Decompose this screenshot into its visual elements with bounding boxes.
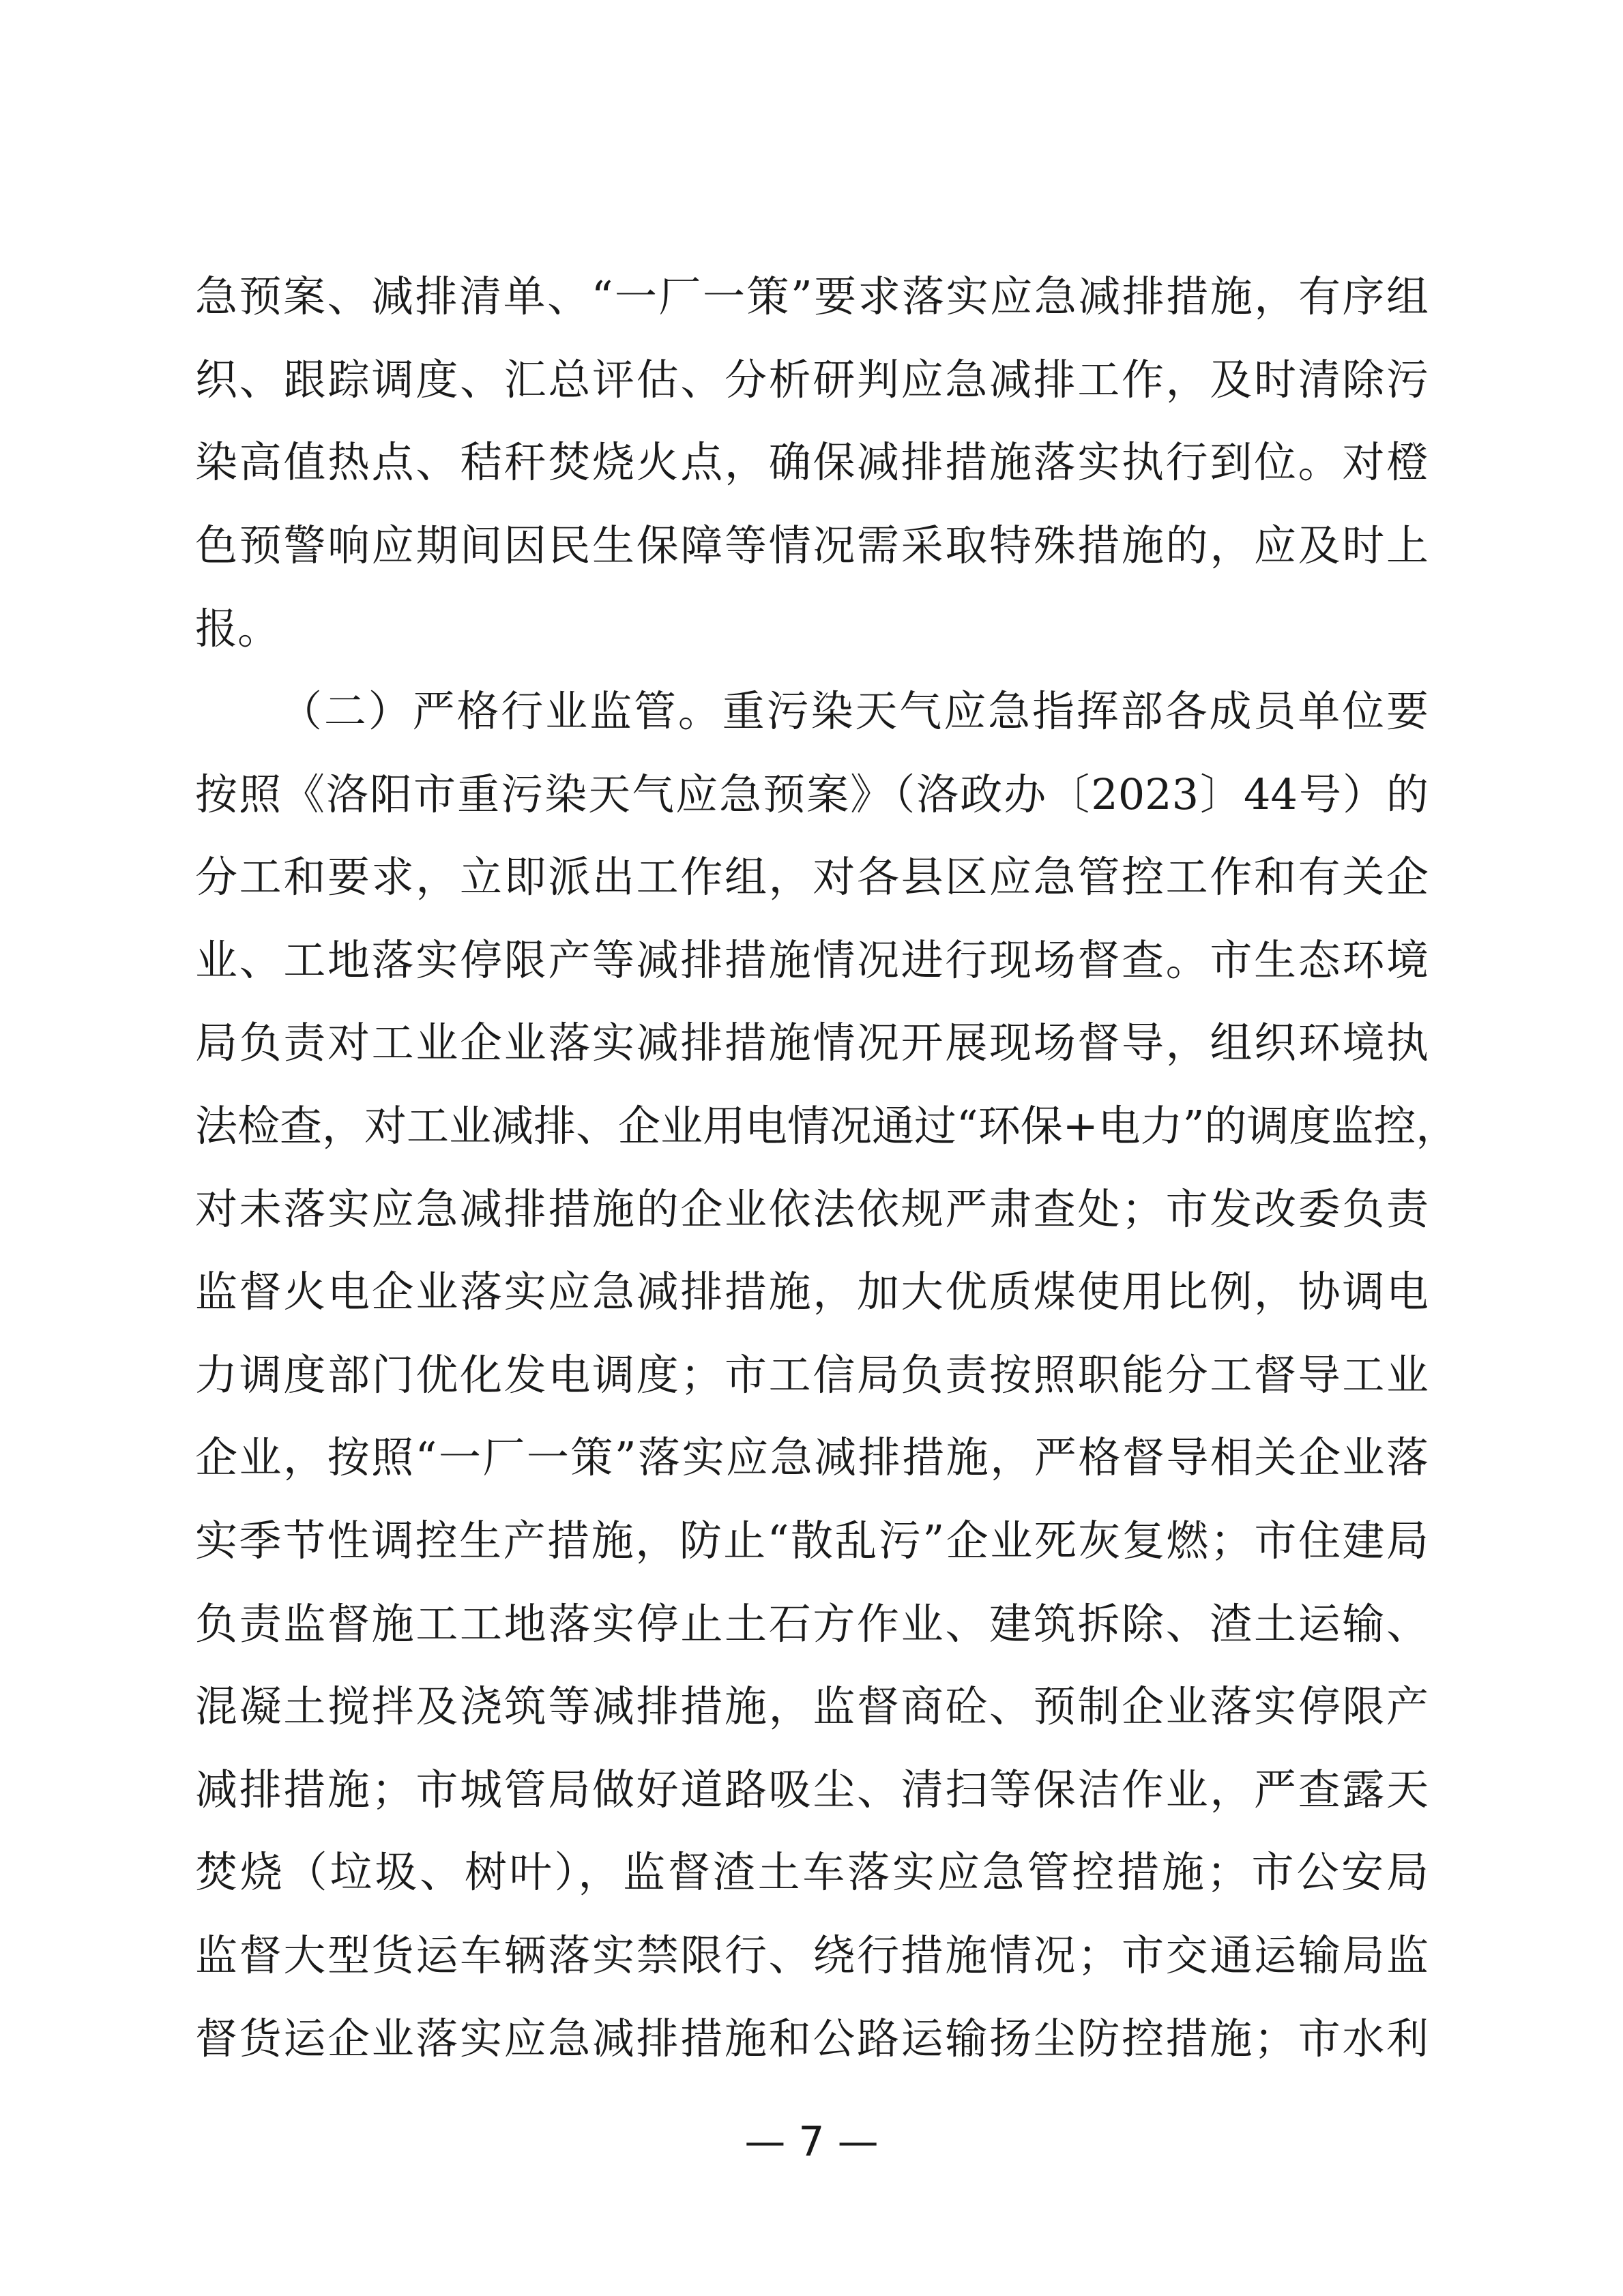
body-line-3: 染高值热点、秸秆焚烧火点，确保减排措施落实执行到位。对橙 xyxy=(195,437,1429,487)
body-line-20: 焚烧（垃圾、树叶），监督渣土车落实应急管控措施；市公安局 xyxy=(195,1847,1429,1897)
body-line-5: 报。 xyxy=(195,604,280,653)
body-line-1: 急预案、减排清单、“一厂一策”要求落实应急减排措施，有序组 xyxy=(195,271,1429,321)
page-number: — 7 — xyxy=(744,2118,879,2166)
body-line-22: 督货运企业落实应急减排措施和公路运输扬尘防控措施；市水利 xyxy=(195,2014,1429,2063)
body-line-18: 混凝土搅拌及浇筑等减排措施，监督商砼、预制企业落实停限产 xyxy=(195,1681,1429,1731)
body-line-10: 局负责对工业企业落实减排措施情况开展现场督导，组织环境执 xyxy=(195,1018,1429,1068)
body-line-7: 按照《洛阳市重污染天气应急预案》（洛政办〔2023〕44号）的 xyxy=(195,769,1429,819)
body-line-11: 法检查，对工业减排、企业用电情况通过“环保+电力”的调度监控， xyxy=(195,1101,1459,1151)
body-line-21: 监督大型货运车辆落实禁限行、绕行措施情况；市交通运输局监 xyxy=(195,1930,1429,1980)
body-line-12: 对未落实应急减排措施的企业依法依规严肃查处；市发改委负责 xyxy=(195,1184,1429,1234)
body-line-9: 业、工地落实停限产等减排措施情况进行现场督查。市生态环境 xyxy=(195,935,1429,985)
body-line-2: 织、跟踪调度、汇总评估、分析研判应急减排工作，及时清除污 xyxy=(195,355,1429,404)
body-line-16: 实季节性调控生产措施，防止“散乱污”企业死灰复燃；市住建局 xyxy=(195,1516,1429,1565)
body-line-17: 负责监督施工工地落实停止土石方作业、建筑拆除、渣土运输、 xyxy=(195,1599,1429,1649)
body-line-15: 企业，按照“一厂一策”落实应急减排措施，严格督导相关企业落 xyxy=(195,1432,1429,1482)
body-line-19: 减排措施；市城管局做好道路吸尘、清扫等保洁作业，严查露天 xyxy=(195,1765,1429,1814)
body-line-8: 分工和要求，立即派出工作组，对各县区应急管控工作和有关企 xyxy=(195,852,1429,902)
body-line-13: 监督火电企业落实应急减排措施，加大优质煤使用比例，协调电 xyxy=(195,1267,1429,1316)
body-line-14: 力调度部门优化发电调度；市工信局负责按照职能分工督导工业 xyxy=(195,1350,1429,1400)
body-line-4: 色预警响应期间因民生保障等情况需采取特殊措施的，应及时上 xyxy=(195,520,1429,570)
section-heading-line: （二）严格行业监管。重污染天气应急指挥部各成员单位要 xyxy=(280,686,1429,736)
